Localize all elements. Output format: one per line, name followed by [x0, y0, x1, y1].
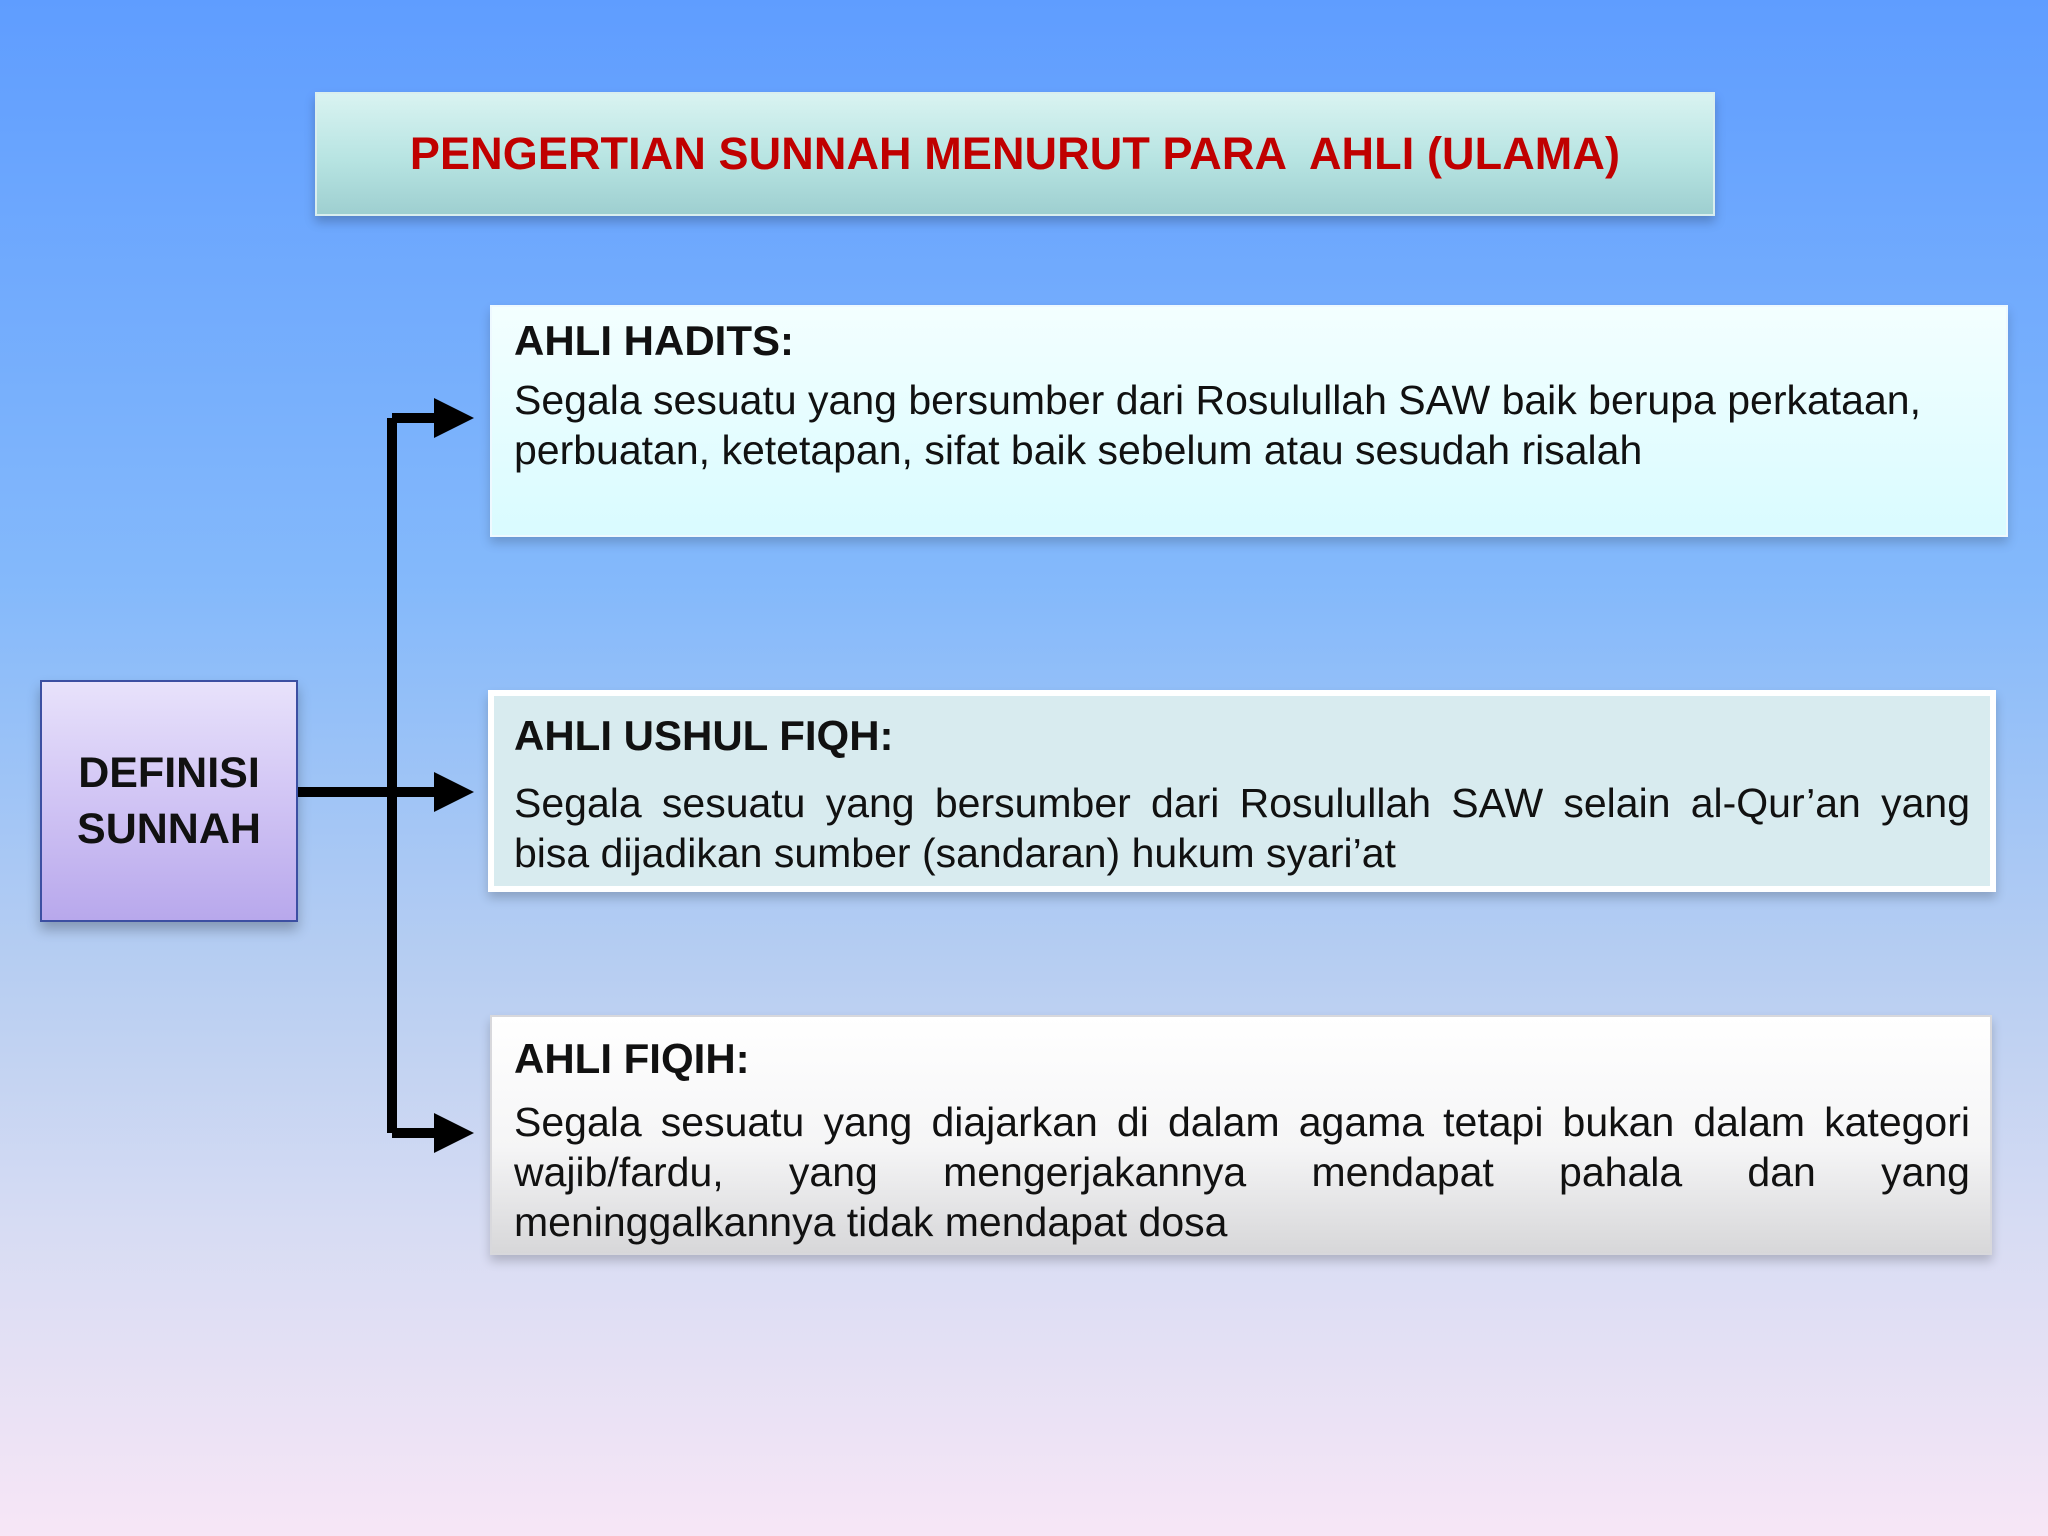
- definition-body-hadits: Segala sesuatu yang bersumber dari Rosulullah SAW baik berupa perkataan, perbuatan, ketetapan, sifat baik sebelum atau sesudah risalah: [514, 377, 1921, 473]
- definition-body-ushul-fiqh: Segala sesuatu yang bersumber dari Rosulullah SAW selain al-Qur’an yang bisa dijadikan sumber (sandaran) hukum syari’at: [514, 780, 1970, 876]
- arrowhead-middle: [434, 772, 474, 812]
- slide-title-box: [315, 92, 1715, 216]
- definition-card-ushul-fiqh: [488, 690, 1996, 892]
- root-node-label: DEFINISI SUNNAH: [77, 749, 261, 853]
- definition-card-fiqih: [490, 1015, 1992, 1255]
- definition-card-hadits: [490, 305, 2008, 537]
- arrowhead-bottom: [434, 1113, 474, 1153]
- definition-title-hadits: AHLI HADITS:: [514, 317, 794, 364]
- slide-title: PENGERTIAN SUNNAH MENURUT PARA AHLI (ULAMA): [409, 128, 1621, 179]
- definition-title-fiqih: AHLI FIQIH:: [514, 1035, 750, 1082]
- definition-body-fiqih: Segala sesuatu yang diajarkan di dalam agama tetapi bukan dalam kategori wajib/fardu, yang mengerjakannya mendapat pahala dan yang meninggalkannya tidak mendapat dosa: [514, 1099, 1970, 1245]
- arrowhead-top: [434, 398, 474, 438]
- definition-title-ushul-fiqh: AHLI USHUL FIQH:: [514, 712, 894, 759]
- root-node: [40, 680, 298, 922]
